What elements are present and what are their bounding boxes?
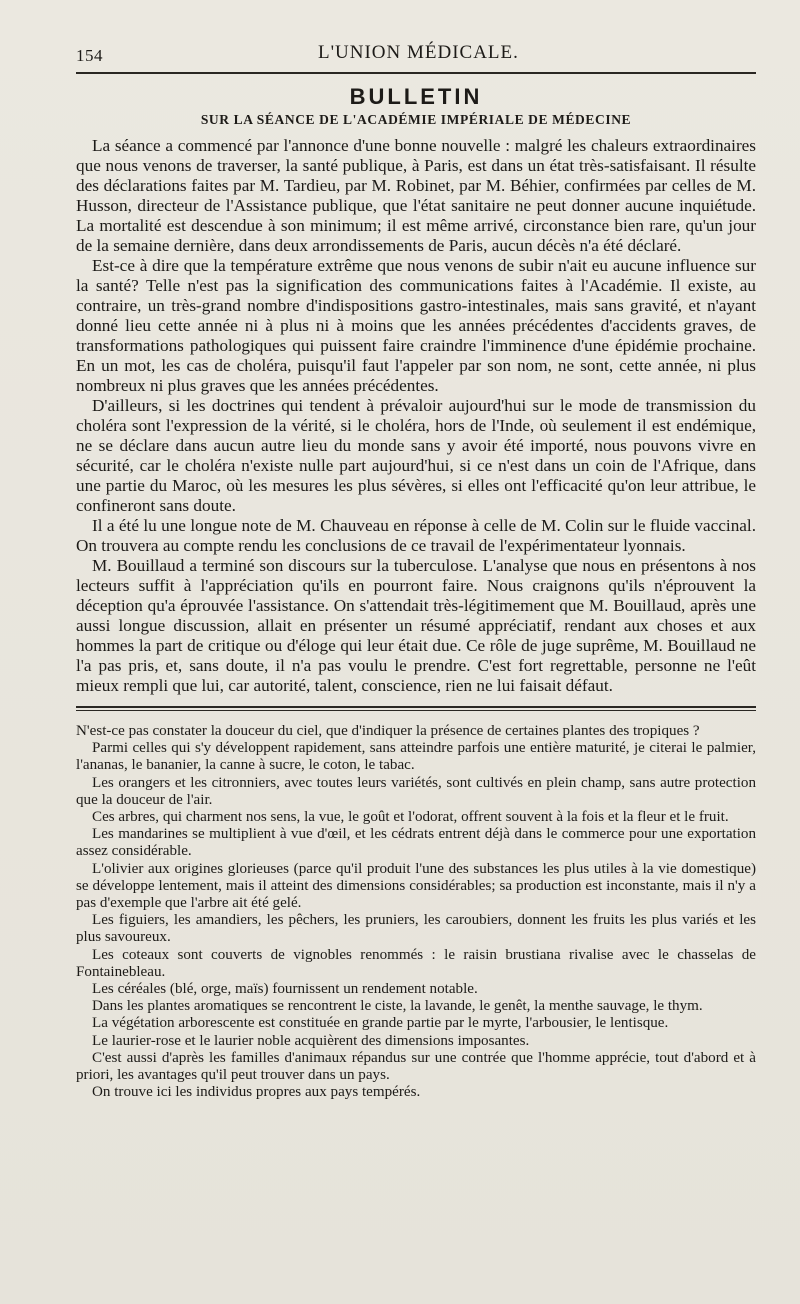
- feuilleton-paragraph: L'olivier aux origines glorieuses (parce qu'il produit l'une des substances les plus utiles à la vie domestique) se développe lentement, mais il atteint des dimensions considérables; sa production est inconstante, mais il n'y a pas d'exemple que l'arbre ait été gelé.: [76, 860, 756, 912]
- page-number: 154: [76, 46, 103, 65]
- feuilleton-paragraph: La végétation arborescente est constituée en grande partie par le myrte, l'arbousier, le lentisque.: [92, 1015, 669, 1032]
- feuilleton-rule: [76, 706, 756, 708]
- article-paragraph: D'ailleurs, si les doctrines qui tendent à prévaloir aujourd'hui sur le mode de transmission du choléra sont l'expression de la vérité, si le choléra, hors de l'Inde, où seulement il est endémique, ne se déclare dans aucun autre lieu du monde sans y avoir été importé, nous pouvons vivre en sécurité, car le choléra n'existe nulle part aujourd'hui, si ce n'est dans un coin de l'Afrique, dans une partie du Maroc, où les mesures les plus sévères, si elles ont l'efficacité qu'on leur attribue, le confineront sans doute.: [76, 396, 756, 515]
- article-title: BULLETIN: [349, 84, 483, 109]
- feuilleton-paragraph: Les coteaux sont couverts de vignobles renommés : le raisin brustiana rivalise avec le chasselas de Fontainebleau.: [76, 946, 756, 980]
- journal-title: L'UNION MÉDICALE.: [318, 42, 519, 63]
- article-body: [76, 136, 756, 696]
- header-rule: [76, 72, 756, 74]
- article-paragraph: Il a été lu une longue note de M. Chauveau en réponse à celle de M. Colin sur le fluide vaccinal. On trouvera au compte rendu les conclusions de ce travail de l'expérimentateur lyonnais.: [76, 516, 756, 555]
- feuilleton: [76, 723, 756, 1101]
- article-paragraph: La séance a commencé par l'annonce d'une bonne nouvelle : malgré les chaleurs extraordinaires que nous venons de traverser, la santé publique, à Paris, est dans un état très-satisfaisant. Il résulte des déclarations faites par M. Tardieu, par M. Robinet, par M. Béhier, confirmées par celles de M. Husson, directeur de l'Assistance publique, que l'état sanitaire ne peut donner aucune inquiétude. La mortalité est descendue à son minimum; il est même arrivé, circonstance bien rare, qu'un jour de la semaine dernière, dans deux arrondissements de Paris, aucun décès n'a été déclaré.: [76, 136, 756, 255]
- feuilleton-paragraph: Les orangers et les citronniers, avec toutes leurs variétés, sont cultivés en plein champ, sans autre protection que la douceur de l'air.: [76, 774, 756, 808]
- feuilleton-paragraph: Les mandarines se multiplient à vue d'œil, et les cédrats entrent déjà dans le commerce pour une exportation assez considérable.: [76, 826, 756, 860]
- feuilleton-paragraph: Les figuiers, les amandiers, les pêchers, les pruniers, les caroubiers, donnent les fruits les plus variés et les plus savoureux.: [76, 912, 756, 946]
- feuilleton-paragraph: C'est aussi d'après les familles d'animaux répandus sur une contrée que l'homme apprécie, tout d'abord et à priori, les avantages qu'il peut trouver dans un pays.: [76, 1049, 756, 1084]
- article-subtitle: SUR LA SÉANCE DE L'ACADÉMIE IMPÉRIALE DE MÉDECINE: [200, 112, 632, 127]
- feuilleton-paragraph: Les céréales (blé, orge, maïs) fournissent un rendement notable.: [92, 981, 478, 998]
- feuilleton-rule-thin: [76, 710, 756, 711]
- feuilleton-paragraph: Le laurier-rose et le laurier noble acquièrent des dimensions imposantes.: [92, 1032, 530, 1049]
- article-paragraph: M. Bouillaud a terminé son discours sur la tuberculose. L'analyse que nous en présentons à nos lecteurs suffit à l'appréciation qu'ils en pourront faire. Nous craignons qu'ils n'éprouvent la déception qu'a éprouvée l'assistance. On s'attendait très-légitimement que M. Bouillaud, après une aussi longue discussion, allait en présenter un résumé appréciatif, rendant aux choses et aux hommes la part de critique ou d'éloge qui leur était due. Ce rôle de juge suprême, M. Bouillaud ne l'a pas pris, et, sans doute, il n'a pas voulu le prendre. C'est fort regrettable, personne ne l'eût mieux rempli que lui, car autorité, talent, conscience, rien ne lui faisait défaut.: [76, 556, 756, 695]
- feuilleton-paragraph: Parmi celles qui s'y développent rapidement, sans atteindre parfois une entière maturité, je citerai le palmier, l'ananas, le bananier, la canne à sucre, le coton, le tabac.: [76, 740, 756, 774]
- running-head: [76, 0, 756, 65]
- feuilleton-paragraph: N'est-ce pas constater la douceur du ciel, que d'indiquer la présence de certaines plantes des tropiques ?: [76, 723, 700, 739]
- article-paragraph: Est-ce à dire que la température extrême que nous venons de subir n'ait eu aucune influence sur la santé? Telle n'est pas la signification des communications faites à l'Académie. Il existe, au contraire, un très-grand nombre d'indispositions gastro-intestinales, mais sans gravité, et n'ayant donné lieu cette année ni à plus ni à moins que les années précédentes d'accidents graves, de transformations pathologiques qui puissent faire craindre l'imminence d'une épidémie prochaine. En un mot, les cas de choléra, puisqu'il faut l'appeler par son nom, ne sont, cette année, ni plus nombreux ni plus graves que les années précédentes.: [76, 256, 756, 395]
- feuilleton-paragraph: On trouve ici les individus propres aux pays tempérés.: [92, 1084, 421, 1101]
- feuilleton-paragraph: Ces arbres, qui charment nos sens, la vue, le goût et l'odorat, offrent souvent à la fois et la fleur et le fruit.: [92, 809, 729, 826]
- feuilleton-paragraph: Dans les plantes aromatiques se rencontrent le ciste, la lavande, le genêt, la menthe sauvage, le thym.: [92, 998, 703, 1015]
